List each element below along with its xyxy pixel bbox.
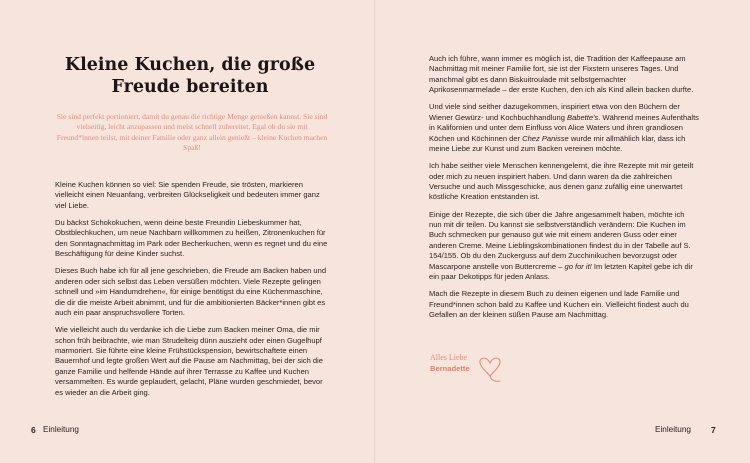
running-head-left: Einleitung: [43, 425, 79, 434]
page-number-left: 6: [31, 425, 36, 435]
book-gutter: [374, 0, 376, 463]
intro-text: Sie sind perfekt portioniert, damit du genau die richtige Menge genießen kannst. Sie sind vielseitig, leicht anzupassen und meist schnell zubereitet. Egal ob du sie mit Freund*innen teilst, mit deiner Familie oder ganz allein genießt – kleine Kuchen machen Spaß!: [56, 112, 328, 152]
page-number-right: 7: [711, 425, 716, 435]
paragraph: Einige der Rezepte, die sich über die Jahre angesammelt haben, möchte ich nun mit dir teilen. Du kannst sie selbstverständlich verändern: Die Kuchen im Buch schmecken pur genauso gut wie mit einem anderen Guss oder einer anderen Creme. Meine Lieblingskombinationen findest du in der Tabelle auf S. 154/155. Ob du den Zuckerguss auf dem Zucchinikuchen bevorzugst oder Mascarpone anstelle von Buttercreme – go for it! Im letzten Kapitel gebe ich dir ein paar Dekotipps für jeden Anlass.: [429, 209, 693, 282]
signoff: [430, 352, 470, 374]
running-head-right: Einleitung: [655, 425, 691, 434]
paragraph: Dieses Buch habe ich für all jene geschrieben, die Freude am Backen haben und anderen oder sich selbst das Leben versüßen möchten. Viele Rezepte gelingen schnell und »im Handumdrehen«, für einige benötigst du eine Küchenmaschine, die dir die meiste Arbeit abnimmt, und für die ambitionierten Bäcker*innen gibt es auch ein paar anspruchsvollere Torten.: [55, 266, 327, 318]
paragraph: Du bäckst Schokokuchen, wenn deine beste Freundin Liebeskummer hat, Obstblechkuchen, um neue Nachbarn willkommen zu heißen, Zitronenkuchen für den Sonntagnachmittag im Park oder Becherkuchen, wenn es regnet und du eine Beschäftigung für deine Kinder suchst.: [55, 218, 328, 259]
paragraph: Kleine Kuchen können so viel: Sie spenden Freude, sie trösten, markieren vielleicht einen Neuanfang, verbreiten Glückseligkeit und bedeuten immer ganz viel Liebe.: [55, 180, 320, 210]
paragraph: Mach die Rezepte in diesem Buch zu deinen eigenen und lade Familie und Freund*innen schon bald zu Kaffee und Kuchen ein. Vielleicht findest auch du Gefallen an der kleinen süßen Pause am Nachmittag.: [429, 289, 689, 320]
chapter-title: Kleine Kuchen, die große Freude bereiten: [64, 55, 316, 97]
heart-icon: [477, 354, 503, 384]
right-body-text: [429, 54, 699, 327]
paragraph: Und viele sind seither dazugekommen, inspiriert etwa von den Büchern der Wiener Gewürz- und Kochbuchhandlung Babette's. Während meines Aufenthalts in Kalifornien und unter dem Einfluss von Alice Waters und ihren grandiosen Köchen und Köchinnen der Chez Panisse wurde mir allmählich klar, dass ich meine Liebe zur Kunst und zum Backen vereinen möchte.: [429, 102, 699, 154]
left-body-text: [55, 180, 329, 405]
paragraph: Auch ich führe, wann immer es möglich ist, die Tradition der Kaffeepause am Nachmittag mit meiner Familie fort, sie ist der Fixstern unseres Tages. Und manchmal gibt es dann Biskuitroulade mit selbstgemachter Aprikosenmarmelade – der erste Kuchen, den ich als Kind allein backen durfte.: [429, 54, 694, 95]
signoff-greeting: Alles Liebe: [430, 353, 468, 362]
signoff-name: Bernadette: [430, 364, 470, 373]
paragraph: Wie vielleicht auch du verdanke ich die Liebe zum Backen meiner Oma, die mir schon früh beibrachte, wie man Strudelteig dünn auszieht oder einen Gugelhupf marmoriert. Sie führte eine kleine Frühstückspension, bewirtschaftete einen Bauernhof und legte großen Wert auf die Pause am Nachmittag, bei der sich die ganze Familie und helfende Hände auf ihrer Terrasse zu Kaffee und Kuchen versammelten. Es wurde geplaudert, gelacht, Pläne wurden geschmiedet, bevor es wieder an die Arbeit ging.: [55, 325, 323, 397]
paragraph: Ich habe seither viele Menschen kennengelernt, die ihre Rezepte mit mir geteilt oder mich zu neuen inspiriert haben. Und dann waren da die zahlreichen Versuche und auch Missgeschicke, aus denen ganz zufällig eine unerwartet köstliche Kreation entstanden ist.: [429, 161, 694, 202]
